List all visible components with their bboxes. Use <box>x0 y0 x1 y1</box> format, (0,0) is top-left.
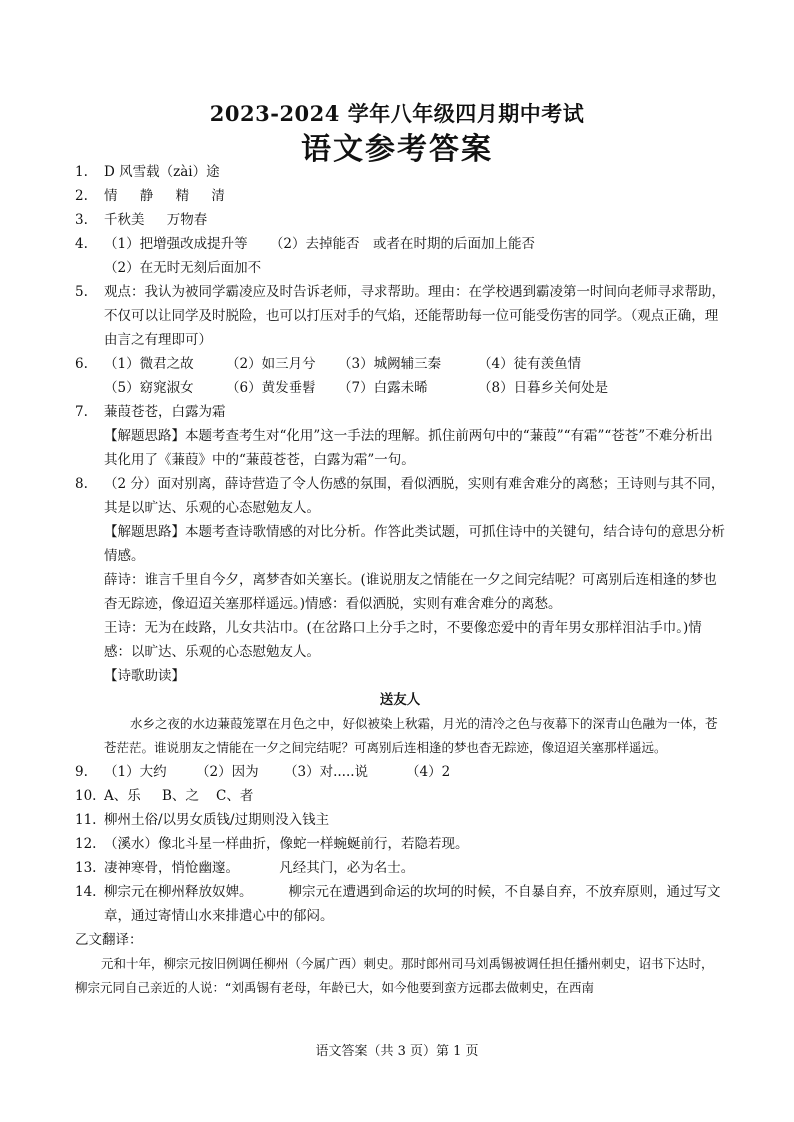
answer-cell: A、乐 <box>104 788 141 804</box>
analysis-text: 【解题思路】本题考查考生对“化用”这一手法的理解。抓住前两句中的“蒹葭”“有霜”“苍苍”不难分析出其化用了《蒹葭》中的“蒹葭苍苍，白露为霜”一句。 <box>104 428 713 468</box>
answer-cell: （2）如三月兮 <box>226 356 316 372</box>
translation-text: 元和十年，柳宗元按旧例调任柳州（今属广西）刺史。那时郎州司马刘禹锡被调任担任播州刺史，诏书下达时，柳宗元同自己亲近的人说：“刘禹锡有老母，年龄已大，如今他要到蛮方远郡去做刺史，在西南 <box>75 956 714 995</box>
item-number: 11. <box>75 812 97 828</box>
answer-item-13 <box>75 856 725 880</box>
answer-item-3 <box>75 208 725 232</box>
poem-paraphrase: 水乡之夜的水边蒹葭笼罩在月色之中，好似被染上秋霜，月光的清冷之色与夜幕下的深青山色融为一体，苍苍茫茫。谁说朋友之情能在一夕之间完结呢？可离别后连相逢的梦也杳无踪迹，像迢迢关塞那样遥远。 <box>104 716 718 755</box>
answer-part: 柳宗元在遭遇到命运的坎坷的时候，不自暴自弃，不放弃原则，通过写文章，通过寄情山水来排遣心中的郁闷。 <box>104 884 721 924</box>
xue-poem-note: 薛诗：谁言千里自今夕，离梦杳如关塞长。(谁说朋友之情能在一夕之间完结呢？可离别后连相逢的梦也杳无踪迹，像迢迢关塞那样遥远。)情感：看似洒脱，实则有难舍难分的离愁。 <box>104 572 717 612</box>
answer-word: 情 <box>104 188 118 204</box>
item-number: 4. <box>75 236 88 252</box>
answer-cell: （1）微君之故 <box>104 356 194 372</box>
answer-part: （2）去掉能否 或者在时期的后面加上能否 <box>269 236 535 252</box>
exam-title: 2023-2024 学年八年级四月期中考试 <box>209 101 585 126</box>
answer-item-12 <box>75 832 725 856</box>
answer-word: 精 <box>175 188 190 204</box>
answer-cell: （4）徒有羡鱼情 <box>478 356 582 372</box>
poem-help-label: 【诗歌助读】 <box>104 668 185 684</box>
answer-part: （2）在无时无刻后面加不 <box>104 260 262 276</box>
answer-text: D 风雪载（zài）途 <box>104 164 220 180</box>
answer-cell: （5）窈窕淑女 <box>104 380 194 396</box>
answer-cell: （2）因为 <box>196 764 259 780</box>
item-number: 5. <box>75 284 88 300</box>
answer-part: 凄神寒骨，悄怆幽邃。 <box>104 860 239 876</box>
item-number: 9. <box>75 764 88 780</box>
analysis-text: 【解题思路】本题考查诗歌情感的对比分析。作答此类试题，可抓住诗中的关键句，结合诗句的意思分析情感。 <box>104 524 725 564</box>
answer-item-9 <box>75 760 725 784</box>
answer-item-10 <box>75 784 725 808</box>
answer-text: （溪水）像北斗星一样曲折，像蛇一样蜿蜒前行，若隐若现。 <box>104 836 469 852</box>
item-number: 8. <box>75 476 88 492</box>
item-number: 10. <box>75 788 97 804</box>
page-title: 语文参考答案 <box>301 132 493 167</box>
item-number: 12. <box>75 836 97 852</box>
answer-item-2 <box>75 184 725 208</box>
answer-word: 千秋美 <box>104 212 145 228</box>
wang-poem-note: 王诗：无为在歧路，儿女共沾巾。(在岔路口上分手之时，不要像恋爱中的青年男女那样泪沾手巾。)情感：以旷达、乐观的心态慰勉友人。 <box>104 620 702 660</box>
answer-word: 清 <box>211 188 225 204</box>
answer-item-4 <box>75 232 725 280</box>
answer-cell: （7）白露未晞 <box>338 380 428 396</box>
answer-cell: （3）城阙辅三秦 <box>338 356 442 372</box>
answer-text: 观点：我认为被同学霸凌应及时告诉老师，寻求帮助。理由：在学校遇到霸凌第一时间向老师寻求帮助，不仅可以让同学及时脱险，也可以打压对手的气焰，还能帮助每一位可能受伤害的同学。（观点正确，理由言之有理即可） <box>104 284 725 348</box>
item-number: 2. <box>75 188 88 204</box>
answer-cell: （6）黄发垂髫 <box>226 380 316 396</box>
answer-item-8 <box>75 472 725 688</box>
answer-part: 柳宗元在柳州释放奴婢。 <box>104 884 253 900</box>
answer-row <box>104 376 725 400</box>
answer-item-14 <box>75 880 725 928</box>
answer-cell: （3）对.....说 <box>284 764 369 780</box>
answer-item-5 <box>75 280 725 352</box>
item-number: 13. <box>75 860 97 876</box>
answer-cell: （8）日暮乡关何处是 <box>478 380 609 396</box>
answer-item-11 <box>75 808 725 832</box>
item-number: 1. <box>75 164 88 180</box>
item-number: 14. <box>75 884 97 900</box>
answer-text: 蒹葭苍苍，白露为霜 <box>104 404 226 420</box>
answer-part: （1）把增强改成提升等 <box>104 236 248 252</box>
answer-item-7 <box>75 400 725 472</box>
answer-item-1 <box>75 160 725 184</box>
answer-word: 静 <box>139 188 154 204</box>
answer-row <box>104 352 725 376</box>
answer-cell: （4）2 <box>406 764 451 780</box>
answer-cell: （1）大约 <box>104 764 167 780</box>
answer-list <box>75 160 725 1000</box>
answer-cell: B、之 <box>162 788 199 804</box>
item-number: 7. <box>75 404 88 420</box>
answer-part: 凡经其门，必为名士。 <box>279 860 415 876</box>
item-number: 6. <box>75 356 88 372</box>
answer-text: （2 分）面对别离，薛诗营造了令人伤感的氛围，看似洒脱，实则有难舍难分的离愁；王诗则与其不同，其是以旷达、乐观的心态慰勉友人。 <box>104 476 725 516</box>
page-footer: 语文答案（共 3 页）第 1 页 <box>315 1044 479 1059</box>
translation-label: 乙文翻译： <box>75 932 143 948</box>
answer-item-6 <box>75 352 725 400</box>
answer-word: 万物春 <box>166 212 208 228</box>
answer-text: 柳州土俗/以男女质钱/过期则没入钱主 <box>104 812 330 828</box>
answer-cell: C、者 <box>216 788 254 804</box>
item-number: 3. <box>75 212 88 228</box>
poem-title: 送友人 <box>379 692 421 708</box>
